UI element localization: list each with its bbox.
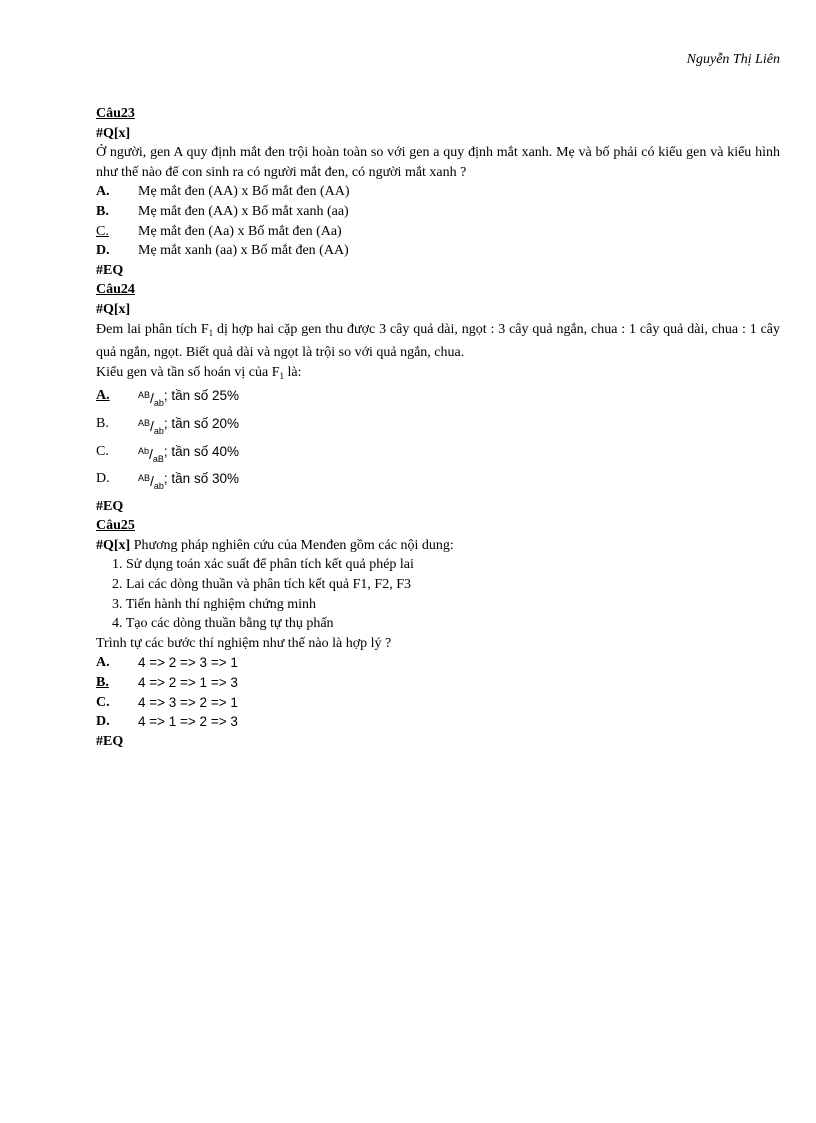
question-24-tag: #Q[x] — [96, 301, 131, 317]
option-text: 4 => 2 => 1 => 3 — [138, 675, 238, 691]
option-text: 4 => 1 => 2 => 3 — [138, 714, 238, 730]
question-23-option-b — [96, 202, 780, 222]
option-text: Mẹ mắt xanh (aa) x Bố mắt đen (AA) — [138, 243, 349, 259]
genotype-top: AB — [138, 473, 151, 484]
question-24-option-b — [96, 414, 780, 442]
question-24-option-d — [96, 469, 780, 497]
option-letter: D. — [96, 714, 110, 730]
option-text: Mẹ mắt đen (Aa) x Bố mắt đen (Aa) — [138, 223, 342, 239]
question-23-option-d — [96, 241, 780, 261]
genotype-fraction: $^{AB}/_{ab}$ — [138, 473, 164, 492]
question-23-text: Ở người, gen A quy định mắt đen trội hoàn toàn so với gen a quy định mắt xanh. Mẹ và bố phải có kiểu gen và kiểu hình như thế nào để con sinh ra có người mắt đen, có người mắt xanh ? — [96, 145, 780, 180]
genotype-fraction: $^{AB}/_{ab}$ — [138, 390, 164, 409]
option-letter-answer: B. — [96, 675, 109, 691]
subscript: 1 — [208, 327, 214, 338]
question-23-option-a — [96, 182, 780, 202]
question-25-prompt: Trình tự các bước thí nghiệm như thế nào là hợp lý ? — [96, 635, 392, 651]
genotype-top: AB — [138, 417, 151, 428]
text-part: dị hợp hai cặp gen thu được 3 cây quả dài, ngọt : 3 cây quả ngắn, chua : 1 cây quả dài, chua : 1 cây quả ngắn, ngọt. Biết quả dài và ngọt là trội so với quả ngắn, chua. — [96, 321, 780, 361]
option-text: Mẹ mắt đen (AA) x Bố mắt xanh (aa) — [138, 203, 349, 219]
genotype-top: AB — [138, 390, 151, 401]
option-text: ; tần số 30% — [163, 471, 239, 487]
option-letter-answer: C. — [96, 223, 109, 239]
question-23-end: #EQ — [96, 262, 124, 278]
text-part: Đem lai phân tích F — [96, 321, 209, 337]
step-item-3: 3. Tiến hành thí nghiệm chứng minh — [112, 596, 316, 612]
step-item-1: 1. Sử dụng toán xác suất để phân tích kết quả phép lai — [112, 557, 414, 573]
step-item-4: 4. Tạo các dòng thuần bằng tự thụ phấn — [112, 616, 334, 632]
genotype-fraction: $^{AB}/_{ab}$ — [138, 417, 164, 436]
question-25-tag: #Q[x] — [96, 537, 131, 553]
text-part: Kiểu gen và tần số hoán vị của F — [96, 364, 280, 380]
option-letter: C. — [96, 443, 109, 459]
question-24-end: #EQ — [96, 498, 124, 514]
option-text: ; tần số 20% — [163, 415, 239, 431]
option-letter: D. — [96, 471, 110, 487]
step-item-2: 2. Lai các dòng thuần và phân tích kết quả F1, F2, F3 — [112, 577, 411, 593]
question-25-option-d — [96, 712, 780, 732]
genotype-bottom: ab — [153, 481, 164, 492]
option-letter: C. — [96, 694, 110, 710]
genotype-fraction: $^{Ab}/_{aB}$ — [138, 445, 164, 464]
question-24-title: Câu24 — [96, 282, 135, 298]
question-24-text — [96, 320, 780, 363]
question-23-tag: #Q[x] — [96, 125, 131, 141]
question-24-prompt — [96, 363, 780, 387]
question-24-option-c — [96, 442, 780, 470]
option-text: Mẹ mắt đen (AA) x Bố mắt đen (AA) — [138, 184, 350, 200]
option-text: ; tần số 40% — [163, 443, 239, 459]
question-25-title: Câu25 — [96, 518, 135, 534]
option-letter: B. — [96, 415, 109, 431]
option-letter: A. — [96, 655, 110, 671]
question-25-text: Phương pháp nghiên cứu của Menđen gồm các nội dung: — [130, 537, 454, 553]
question-23-title: Câu23 — [96, 106, 135, 121]
question-25-intro — [96, 536, 780, 556]
question-25-end: #EQ — [96, 733, 124, 749]
option-letter: D. — [96, 243, 110, 259]
question-25-option-c — [96, 693, 780, 713]
question-23-option-c — [96, 222, 780, 242]
question-25-option-b — [96, 673, 780, 693]
text-part: là: — [284, 364, 302, 380]
question-24-option-a — [96, 386, 780, 414]
genotype-bottom: aB — [152, 453, 164, 464]
genotype-bottom: ab — [153, 398, 164, 409]
option-text: 4 => 2 => 3 => 1 — [138, 655, 238, 671]
option-letter-answer: A. — [96, 388, 110, 404]
option-text: ; tần số 25% — [163, 388, 239, 404]
genotype-bottom: ab — [153, 425, 164, 436]
option-letter: A. — [96, 184, 110, 200]
document-content — [96, 104, 780, 751]
author-name: Nguyễn Thị Liên — [686, 52, 780, 67]
option-letter: B. — [96, 203, 109, 219]
subscript: 1 — [279, 370, 285, 381]
question-25-option-a — [96, 653, 780, 673]
genotype-top: Ab — [138, 445, 150, 456]
option-text: 4 => 3 => 2 => 1 — [138, 694, 238, 710]
